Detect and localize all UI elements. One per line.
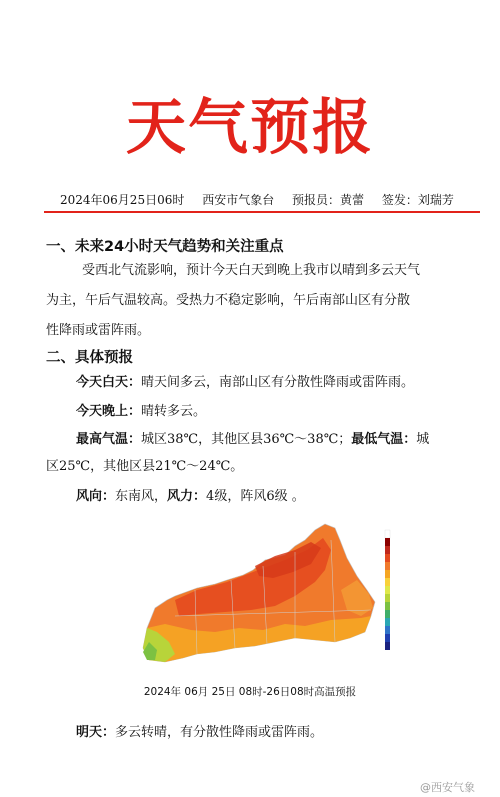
section1-line3: 性降雨或雷阵雨。 xyxy=(46,323,151,338)
page-title: 天气预报 xyxy=(126,93,374,163)
wind-row xyxy=(76,483,476,511)
section1-heading: 一、未来24小时天气趋势和关注重点 xyxy=(46,239,284,255)
maxtemp-text: 城区38℃，其他区县36℃～38℃； xyxy=(141,432,352,447)
agency-name: 西安市气象台 xyxy=(202,193,275,207)
mintemp-text-a: 城 xyxy=(416,432,430,447)
wind-dir-text: 东南风， xyxy=(115,489,168,504)
tonight-label: 今天晚上： xyxy=(76,404,142,419)
red-divider xyxy=(44,211,480,213)
mintemp-text-b: 区25℃，其他区县21℃～24℃。 xyxy=(46,459,244,474)
map-caption: 2024年 06月 25日 08时-26日08时高温预报 xyxy=(143,686,357,698)
today-day-row xyxy=(76,369,476,397)
color-legend xyxy=(385,530,390,650)
temperature-map xyxy=(135,520,400,675)
section1-line2: 为主，午后气温较高。受热力不稳定影响，午后南部山区有分散 xyxy=(46,293,411,308)
section1-body xyxy=(46,256,458,346)
forecaster: 预报员：黄蕾 xyxy=(292,193,365,207)
mintemp-label: 最低气温： xyxy=(351,432,417,447)
signer: 签发：刘瑞芳 xyxy=(381,193,454,207)
tonight-row xyxy=(76,398,476,426)
maxtemp-label: 最高气温： xyxy=(76,432,142,447)
wind-force-label: 风力： xyxy=(167,489,207,504)
wind-dir-label: 风向： xyxy=(76,489,116,504)
document-meta xyxy=(60,191,480,208)
tomorrow-text: 多云转晴，有分散性降雨或雷阵雨。 xyxy=(115,725,324,740)
today-day-label: 今天白天： xyxy=(76,375,142,390)
wind-force-text: 4级，阵风6级 。 xyxy=(206,489,305,504)
today-day-text: 晴天间多云，南部山区有分散性降雨或雷阵雨。 xyxy=(141,375,415,390)
temperature-row-cont xyxy=(46,453,446,481)
tomorrow-row xyxy=(76,719,476,747)
issue-date: 2024年06月25日06时 xyxy=(60,193,185,207)
section1-line1: 受西北气流影响，预计今天白天到晚上我市以晴到多云天气 xyxy=(82,263,421,278)
temperature-row xyxy=(76,426,476,454)
weibo-watermark: @西安气象 xyxy=(420,781,475,794)
tomorrow-label: 明天： xyxy=(76,725,116,740)
tonight-text: 晴转多云。 xyxy=(141,404,207,419)
section2-heading: 二、具体预报 xyxy=(46,350,133,366)
